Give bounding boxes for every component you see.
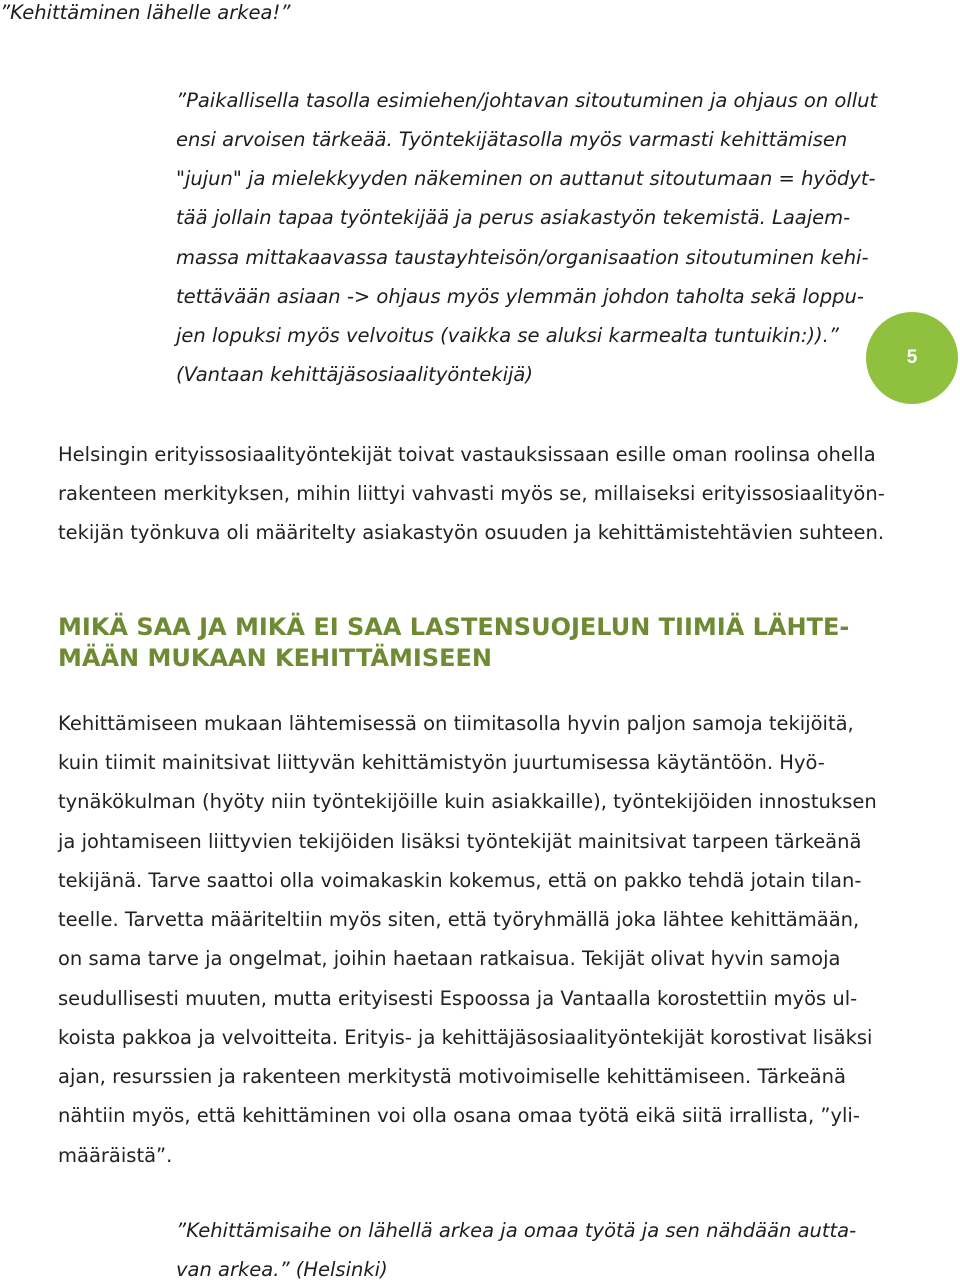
page-number-badge bbox=[866, 312, 958, 404]
quote-line: ”Kehittämisaihe on lähellä arkea ja omaa työtä ja sen nähdään autta- bbox=[176, 1219, 857, 1242]
quote-line: ensi arvoisen tärkeää. Työntekijätasolla myös varmasti kehittämisen bbox=[176, 128, 848, 151]
paragraph-line: seudullisesti muuten, mutta erityisesti Espoossa ja Vantaalla korostettiin myös ul- bbox=[58, 987, 858, 1010]
paragraph-line: rakenteen merkityksen, mihin liittyi vahvasti myös se, millaiseksi erityissosiaalityön- bbox=[58, 482, 885, 505]
paragraph-line: teelle. Tarvetta määriteltiin myös siten, että työryhmällä joka lähtee kehittämään, bbox=[58, 908, 860, 931]
quote-line: ”Paikallisella tasolla esimiehen/johtavan sitoutuminen ja ohjaus on ollut bbox=[176, 89, 878, 112]
paragraph-line: nähtiin myös, että kehittäminen voi olla osana omaa työtä eikä siitä irrallista, ”yli- bbox=[58, 1104, 860, 1127]
paragraph-line: Helsingin erityissosiaalityöntekijät toivat vastauksissaan esille oman roolinsa ohella bbox=[58, 443, 876, 466]
quote-attribution: (Vantaan kehittäjäsosiaalityöntekijä) bbox=[176, 363, 533, 386]
quote-line: tää jollain tapaa työntekijää ja perus asiakastyön tekemistä. Laajem- bbox=[176, 206, 851, 229]
header-quote: ”Kehittäminen lähelle arkea!” bbox=[0, 1, 291, 24]
paragraph-line: tekijän työnkuva oli määritelty asiakastyön osuuden ja kehittämistehtävien suhteen. bbox=[58, 521, 885, 544]
quote-line: van arkea.” (Helsinki) bbox=[176, 1258, 388, 1281]
heading-line: MIKÄ SAA JA MIKÄ EI SAA LASTENSUOJELUN TIIMIÄ LÄHTE- bbox=[58, 613, 850, 641]
paragraph-line: määräistä”. bbox=[58, 1144, 173, 1167]
paragraph-line: ja johtamiseen liittyvien tekijöiden lisäksi työntekijät mainitsivat tarpeen tärkeänä bbox=[58, 830, 862, 853]
quote-line: jen lopuksi myös velvoitus (vaikka se aluksi karmealta tuntuikin:)).” bbox=[176, 324, 839, 347]
paragraph-line: kuin tiimit mainitsivat liittyvän kehittämistyön juurtumisessa käytäntöön. Hyö- bbox=[58, 751, 825, 774]
paragraph-line: Kehittämiseen mukaan lähtemisessä on tiimitasolla hyvin paljon samoja tekijöitä, bbox=[58, 712, 854, 735]
heading-line: MÄÄN MUKAAN KEHITTÄMISEEN bbox=[58, 644, 493, 672]
page-number: 5 bbox=[906, 347, 918, 368]
quote-line: massa mittakaavassa taustayhteisön/organisaation sitoutuminen kehi- bbox=[176, 246, 869, 269]
quote-line: tettävään asiaan -> ohjaus myös ylemmän johdon taholta sekä loppu- bbox=[176, 285, 864, 308]
paragraph-line: ajan, resurssien ja rakenteen merkitystä motivoimiselle kehittämiseen. Tärkeänä bbox=[58, 1065, 846, 1088]
paragraph-line: koista pakkoa ja velvoitteita. Erityis- ja kehittäjäsosiaalityöntekijät korostivat lisäksi bbox=[58, 1026, 873, 1049]
paragraph-line: on sama tarve ja ongelmat, joihin haetaan ratkaisua. Tekijät olivat hyvin samoja bbox=[58, 947, 841, 970]
quote-line: "jujun" ja mielekkyyden näkeminen on auttanut sitoutumaan = hyödyt- bbox=[176, 167, 876, 190]
paragraph-line: tekijänä. Tarve saattoi olla voimakaskin kokemus, että on pakko tehdä jotain tilan- bbox=[58, 869, 862, 892]
paragraph-line: tynäkökulman (hyöty niin työntekijöille kuin asiakkaille), työntekijöiden innostuksen bbox=[58, 790, 877, 813]
